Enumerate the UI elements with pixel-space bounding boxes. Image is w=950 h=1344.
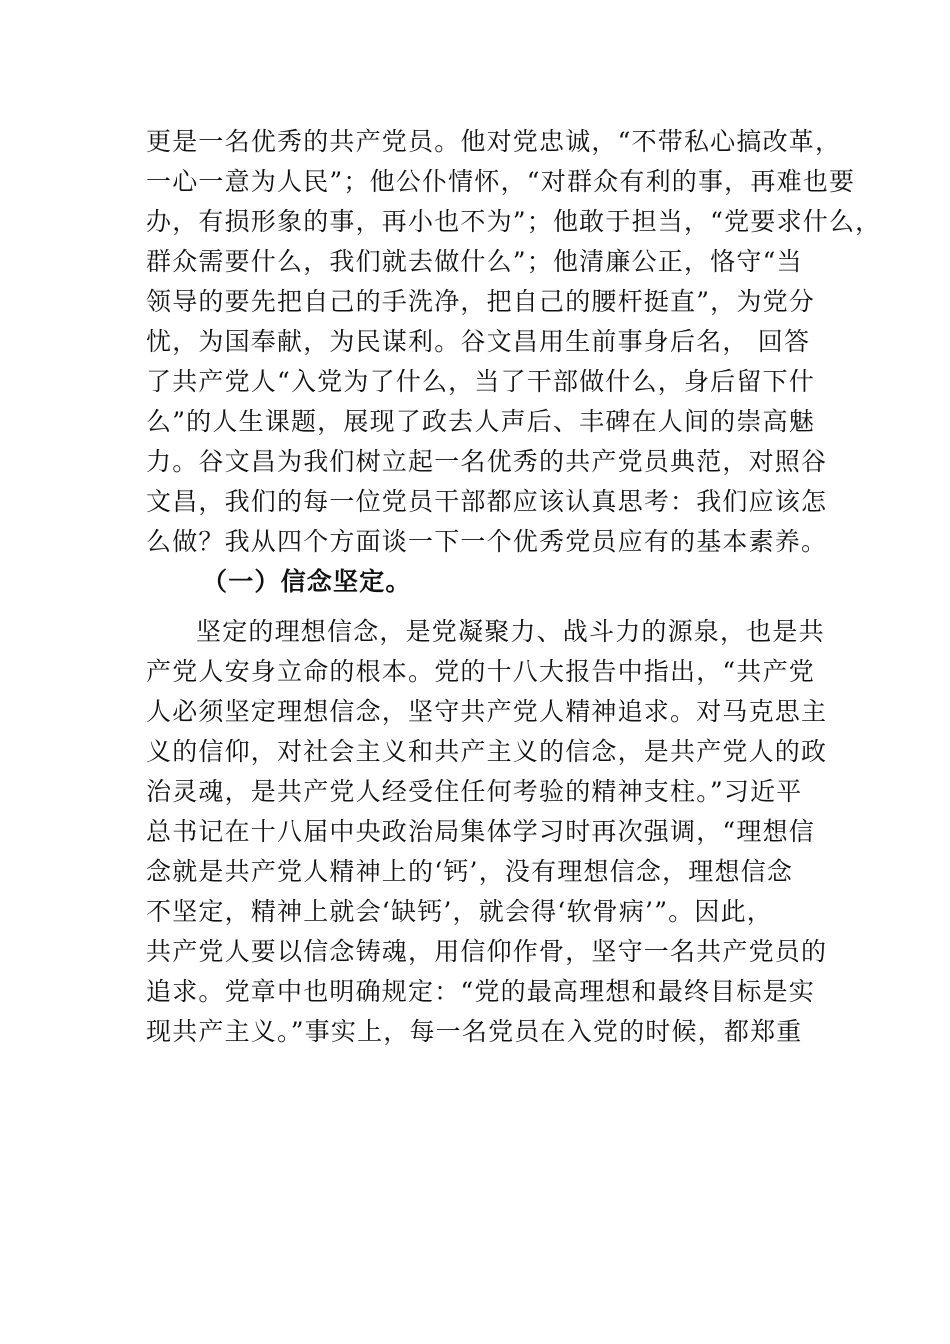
text-line: 产党人安身立命的根本。党的十八大报告中指出，“共产党 (146, 657, 815, 686)
section-heading: （一）信念坚定。 (202, 567, 412, 596)
text-line: 念就是共产党人精神上的‘钙’，没有理想信念，理想信念 (146, 857, 794, 886)
text-line: 坚定的理想信念，是党凝聚力、战斗力的源泉，也是共 (196, 617, 825, 646)
text-line: 了共产党人“入党为了什么，当了干部做什么，身后留下什 (146, 367, 815, 396)
paragraph-belief (146, 612, 826, 1052)
text-line: 办，有损形象的事，再小也不为”；他敢于担当，“党要求什么， (146, 207, 882, 236)
text-line: 总书记在十八届中央政治局集体学习时再次强调，“理想信 (146, 817, 815, 846)
document-body (146, 122, 882, 1052)
paragraph-intro (146, 122, 882, 562)
text-line: 么”的人生课题，展现了政去人声后、丰碑在人间的崇高魅 (146, 407, 815, 436)
text-line: 不坚定，精神上就会‘缺钙’，就会得‘软骨病’”。因此， (146, 897, 773, 926)
text-line: 义的信仰，对社会主义和共产主义的信念，是共产党人的政 (146, 737, 828, 766)
text-line: 文昌，我们的每一位党员干部都应该认真思考：我们应该怎 (146, 487, 828, 516)
text-line: 力。谷文昌为我们树立起一名优秀的共产党员典范，对照谷 (146, 447, 828, 476)
text-line: 人必须坚定理想信念，坚守共产党人精神追求。对马克思主 (146, 697, 828, 726)
text-line: 群众需要什么，我们就去做什么”；他清廉公正，恪守“当 (146, 247, 803, 276)
text-line: 领导的要先把自己的手洗净，把自己的腰杆挺直”，为党分 (146, 287, 815, 316)
text-line: 治灵魂，是共产党人经受住任何考验的精神支柱。”习近平 (146, 777, 803, 806)
text-line: 么做？我从四个方面谈一下一个优秀党员应有的基本素养。 (146, 527, 828, 556)
text-line: 更是一名优秀的共产党员。他对党忠诚，“不带私心搞改革， (146, 127, 842, 156)
text-line: 现共产主义。”事实上，每一名党员在入党的时候，都郑重 (146, 1017, 803, 1046)
text-line: 忧，为国奉献，为民谋利。谷文昌用生前事身后名， 回答 (146, 327, 811, 356)
text-line: 追求。党章中也明确规定：“党的最高理想和最终目标是实 (146, 977, 815, 1006)
text-line: 一心一意为人民”；他公仆情怀，“对群众有利的事，再难也要 (146, 167, 856, 196)
text-line: 共产党人要以信念铸魂，用信仰作骨，坚守一名共产党员的 (146, 937, 828, 966)
